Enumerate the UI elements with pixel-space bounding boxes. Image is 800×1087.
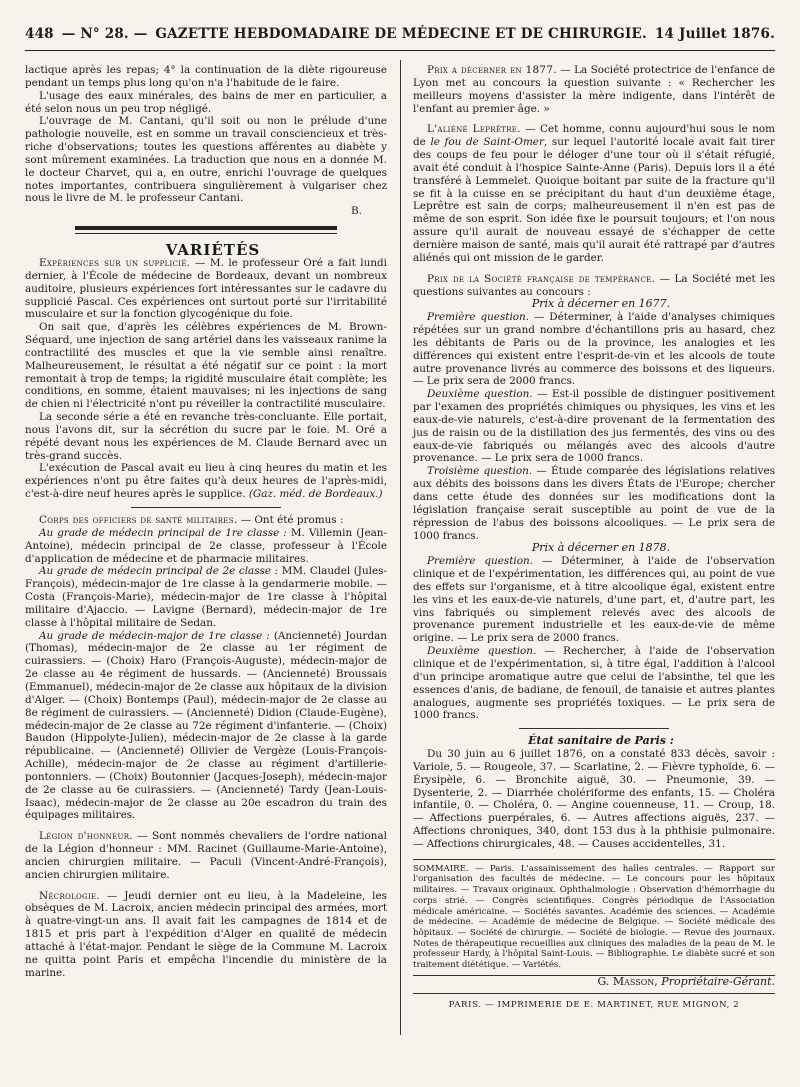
issue-date: 14 Juillet 1876. [654, 26, 775, 42]
review-signature: B. [351, 205, 362, 218]
paragraph: Deuxième question. — Est-il possible de distinguer positivement par l'examen des propriétés chimiques ou physiques, les vins et les eaux-de-vie naturels, c'est-à-dire provenant de la fermentation des jus de raisin ou de la distillation des jus fermentés, des vins ou des eaux-de-vie fabriqués ou mélangés avec des alcools d'autre provenance. — Le prix sera de 1000 francs. [413, 388, 775, 465]
article-lead: Nécrologie. [39, 889, 101, 902]
article-temperance: Prix de la Société française de tempérance. — La Société met les questions suivantes au concours : [413, 272, 775, 298]
right-column [413, 64, 775, 1012]
article-corps: Corps des officiers de santé militaires. — Ont été promus : [39, 514, 344, 526]
section-rule [75, 226, 337, 230]
paragraph: L'usage des eaux minérales, des bains de mer en particulier, a été selon nous un peu trop négligé. [25, 89, 387, 115]
header-rule [25, 50, 775, 51]
paragraph: Au grade de médecin principal de 1re classe : M. Villemin (Jean-Antoine), médecin principal de 2e classe, professeur à l'École d'application de médecine et de pharmacie militaires. [25, 526, 387, 565]
article-lead: Expériences sur un supplicié. [39, 256, 191, 269]
article-lead: Corps des officiers de santé militaires. [39, 514, 238, 526]
page-number: 448 [25, 26, 54, 42]
source-citation: (Gaz. méd. de Bordeaux.) [248, 488, 383, 501]
paragraph: L'ouvrage de M. Cantani, qu'il soit ou non le prélude d'une pathologie nouvelle, est en somme un travail consciencieux et très-riche d'observations; toutes les questions afférentes au diabète y sont mûrement examinées. La traduction que nous en a donnée M. le docteur Charvet, qui a, en outre, enrichi l'ouvrage de quelques notes importantes, contribuera singulièrement à vulgariser chez nous le livre de M. le professeur Cantani. [25, 115, 387, 205]
journal-title: GAZETTE HEBDOMADAIRE DE MÉDECINE ET DE CHIRURGIE. [155, 26, 647, 42]
paragraph: Au grade de médecin principal de 2e classe : MM. Claudel (Jules-François), médecin-major de 1re classe à la gendarmerie mobile. — Costa (François-Marie), médecin-major de 1re classe à l'hôpital militaire d'Ajaccio. — Lavigne (Bernard), médecin-major de 1re classe à l'hôpital militaire de Sedan. [25, 565, 387, 629]
sanitary-report: Du 30 juin au 6 juillet 1876, on a constaté 833 décès, savoir : Variole, 5. — Rougeole, 37. — Scarlatine, 2. — Fièvre typhoïde, 6. — Érysipèle, 6. — Bronchite aiguë, 30. — Pneumonie, 39. — Dysenterie, 2. — Diarrhée cholériforme des enfants, 15. — Choléra infantile, 0. — Choléra, 0. — Angine couenneuse, 11. — Croup, 18. — Affections puerpérales, 6. — Autres affections aiguës, 237. — Affections chroniques, 340, dont 153 dus à la phthisie pulmonaire. — Affections chirurgicales, 48. — Causes accidentelles, 31. [413, 748, 775, 850]
paragraph: lactique après les repas; 4° la continuation de la diète rigoureuse pendant un temps plus long qu'on n'a l'habitude de le faire. [25, 64, 387, 89]
sanitary-heading: État sanitaire de Paris : [528, 734, 674, 748]
publisher-signature: G. Masson, Propriétaire-Gérant. [597, 974, 775, 988]
paragraph: Deuxième question. — Rechercher, à l'aide de l'observation clinique et de l'expérimentation, si, à titre égal, l'addition à l'alcool d'un principe aromatique autre que celui de l'absinthe, tel que les essences d'anis, de badiane, de fenouil, de tanaisie et autres plantes analogues, augmente ses propriétés toxiques. — Le prix sera de 1000 francs. [413, 645, 775, 722]
section-rule [75, 233, 337, 234]
paragraph: La seconde série a été en revanche très-concluante. Elle portait, nous l'avons dit, sur la sécrétion du sucre par le foie. M. Oré a répété devant nous les expériences de M. Claude Bernard avec un très-grand succès. [25, 411, 387, 462]
page-header [25, 26, 775, 46]
issue-summary: SOMMAIRE. — Paris. L'assainissement des halles centrales. — Rapport sur l'organisation des facultés de médecine. — Le concours pour les hôpitaux militaires. — Travaux originaux. Ophthalmologie : Observation d'hémorrhagie du corps strié. — Congrès scientifiques. Congrès périodique de l'Association médicale américaine. — Sociétés savantes. Académie des sciences. — Académie de médecine. — Académie de médecine de Belgique. — Société médicale des hôpitaux. — Société de chirurgie. — Société de biologie. — Revue des journaux. Notes de thérapeutique recueillies aux cliniques des maladies de la peau de M. le professeur Hardy, à l'hôpital Saint-Louis. — Bibliographie. Le diabète sucré et son traitement diététique. — Variétés. [413, 859, 775, 976]
paragraph: Première question. — Déterminer, à l'aide de l'observation clinique et de l'expérimentation, les différences qui, au point de vue des effets sur l'organisme, et à titre alcoolique égal, existent entre les vins et les eaux-de-vie naturels, d'une part, et, d'autre part, les vins fabriqués ou simplement relevés avec des alcools de provenance purement industrielle et les eaux-de-vie de même origine. — Le prix sera de 2000 francs. [413, 555, 775, 645]
article-lead: Légion d'honneur. [39, 830, 133, 843]
article-lead: Prix de la Société française de tempérance. [427, 272, 656, 285]
paragraph: Au grade de médecin-major de 1re classe : (Ancienneté) Jourdan (Thomas), médecin-major de 2e classe au 1er régiment de cuirassiers. — (Choix) Haro (François-Auguste), médecin-major de 2e classe au 4e régiment de hussards. — (Ancienneté) Broussais (Emmanuel), médecin-major de 2e classe aux hôpitaux de la division d'Alger. — (Choix) Bontemps (Paul), médecin-major de 2e classe au 8e régiment de cuirassiers. — (Ancienneté) Didion (Claude-Eugène), médecin-major de 2e classe au 72e régiment d'infanterie. — (Choix) Baudon (Hippolyte-Julien), médecin-major de 2e classe à la garde républicaine. — (Ancienneté) Ollivier de Vergèze (Louis-François-Achille), médecin-major de 2e classe au régiment d'artillerie-pontonniers. — (Choix) Boutonnier (Jacques-Joseph), médecin-major de 2e classe au 6e cuirassiers. — (Ancienneté) Tardy (Jean-Louis-Isaac), médecin-major de 2e classe au 20e escadron du train des équipages militaires. [25, 629, 387, 822]
article-rule [131, 507, 281, 508]
paragraph: Première question. — Déterminer, à l'aide d'analyses chimiques répétées sur un grand nombre d'échantillons pris au hasard, chez les débitants de Paris ou de la province, les analogies et les différences qui existent entre l'esprit-de-vin et les alcools de toute autre provenance livrés au commerce des boissons et des liqueurs. — Le prix sera de 2000 francs. [413, 311, 775, 388]
article-legion: Légion d'honneur. — Sont nommés chevaliers de l'ordre national de la Légion d'honneur : MM. Racinet (Guillaume-Marie-Antoine), ancien chirurgien militaire. — Paculi (Vincent-André-François), ancien chirurgien militaire. [25, 830, 388, 881]
paragraph: On sait que, d'après les célèbres expériences de M. Brown-Séquard, une injection de sang artériel dans les vaisseaux ranime la contractilité des muscles et que la vie semble ainsi renaître. Malheureusement, le résultat a été négatif sur ce point : la mort remontait à trop de temps; la rigidité musculaire était complète; les conditions, en somme, étaient mauvaises; ni les injections de sang de chien ni l'électricité n'ont pu réveiller la contractilité musculaire. [25, 321, 387, 411]
article-prix: Prix a décerner en 1877. — La Société protectrice de l'enfance de Lyon met au concours la question suivante : « Rechercher les meilleurs moyens d'assister la mère indigente, dans l'intérêt de l'enfant au premier âge. » [413, 64, 775, 115]
issue-number: — N° 28. — [61, 26, 148, 42]
article-experiences: Expériences sur un supplicié. — M. le professeur Oré a fait lundi dernier, à l'École de médecine de Bordeaux, devant un nombreux auditoire, plusieurs expériences fort intéressantes sur le cadavre du supplicié Pascal. Ces expériences ont surtout porté sur l'irritabilité musculaire et sur la fonction glycogénique du foie. [25, 256, 387, 321]
article-necrologie: Nécrologie. — Jeudi dernier ont eu lieu, à la Madeleine, les obsèques de M. Lacroix, ancien médecin principal des armées, mort à quatre-vingt-un ans. Il avait fait les campagnes de 1814 et de 1815 et pris part à l'expédition d'Alger en qualité de médecin attaché à l'état-major. Pendant le siège de la Commune M. Lacroix ne quitta point Paris et empêcha l'incendie du ministère de la marine. [25, 889, 387, 979]
prize-year-heading: Prix à décerner en 1677. [531, 297, 671, 311]
article-lead: Prix a décerner en 1877. [427, 64, 557, 76]
article-lead: L'aliéné Leprêtre. [427, 123, 521, 136]
section-title: VARIÉTÉS [165, 241, 261, 260]
article-rule [519, 728, 669, 729]
printer-imprint: PARIS. — IMPRIMERIE DE E. MARTINET, RUE MIGNON, 2 [413, 993, 775, 1012]
column-divider [400, 60, 401, 1035]
paragraph: Troisième question. — Étude comparée des législations relatives aux débits des boissons dans les divers États de l'Europe; chercher dans cette étude des données sur les modifications dont la législation française serait susceptible au point de vue de la répression de l'abus des boissons alcooliques. — Le prix sera de 1000 francs. [413, 465, 775, 542]
article-aliene: L'aliéné Leprêtre. — Cet homme, connu aujourd'hui sous le nom de le fou de Saint-Omer, sur lequel l'autorité locale avait fait tirer des coups de feu pour le déloger d'une tour où il s'était réfugié, avait été conduit à l'hospice Sainte-Anne (Paris). Depuis lors il a été transféré à Lemmelet. Quoique boitant par suite de la fracture qu'il se fit à la cuisse en se précipitant du haut d'un deuxième étage, Leprêtre est sain de corps; malheureusement il n'en est pas de même de son esprit. Son idée fixe le poursuit toujours; et l'on nous assure qu'il aurait de nouveau essayé de s'échapper de cette dernière maison de santé, mais qu'il aurait été rattrapé par d'autres aliénés qui ont mission de le garder. [413, 123, 776, 264]
paragraph: L'exécution de Pascal avait eu lieu à cinq heures du matin et les expériences n'ont pu être faites qu'à deux heures de l'après-midi, c'est-à-dire neuf heures après le supplice. (Gaz. méd. de Bordeaux.) [25, 462, 387, 501]
left-column [25, 64, 387, 980]
prize-year-heading: Prix à décerner en 1878. [531, 541, 671, 555]
